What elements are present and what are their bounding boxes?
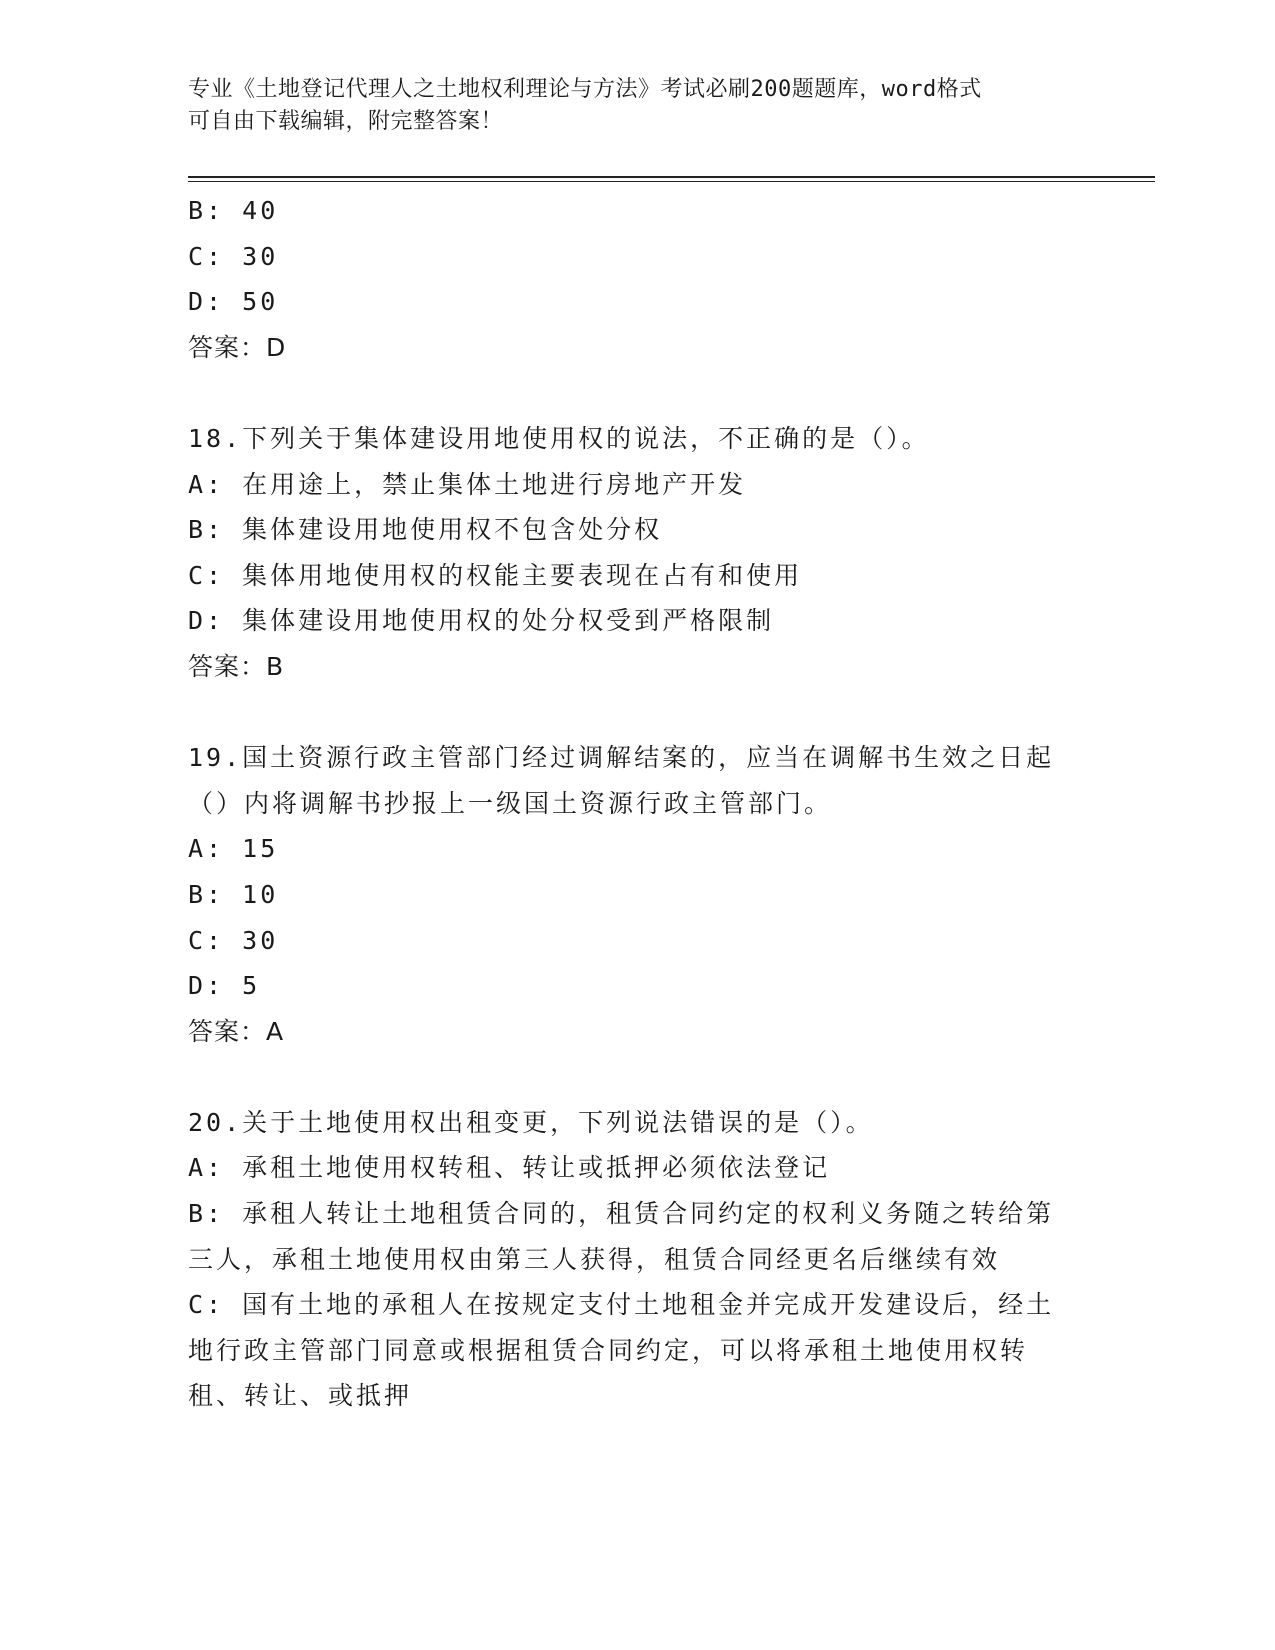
option-a: A: 15 [188, 834, 279, 864]
question-stem: 20.关于土地使用权出租变更，下列说法错误的是（）。 [188, 1107, 874, 1137]
option-c: C: 30 [188, 241, 279, 271]
option-b: B: 10 [188, 879, 279, 909]
option-b: B: 40 [188, 196, 279, 225]
option-b: B: 承租人转让土地租赁合同的，租赁合同约定的权利义务随之转给第 [188, 1199, 1055, 1229]
answer-line: 答案：D [188, 332, 287, 362]
header-divider-thick [188, 176, 1155, 178]
option-c: C: 30 [188, 925, 279, 955]
option-c-continued: 租、转让、或抵押 [188, 1381, 413, 1411]
header-title-line-2: 可自由下载编辑，附完整答案！ [188, 109, 504, 134]
option-b-continued: 三人，承租土地使用权由第三人获得，租赁合同经更名后继续有效 [188, 1244, 1001, 1274]
question-19 [188, 735, 1088, 1054]
question-20 [188, 1100, 1088, 1419]
spacer [188, 370, 1088, 416]
option-a: A: 承租土地使用权转租、转让或抵押必须依法登记 [188, 1153, 831, 1183]
answer-line: 答案：B [188, 651, 285, 681]
answer-line: 答案：A [188, 1016, 285, 1046]
option-a: A: 在用途上，禁止集体土地进行房地产开发 [188, 469, 747, 499]
question-17-continuation [188, 188, 1088, 370]
question-stem: 18.下列关于集体建设用地使用权的说法，不正确的是（）。 [188, 423, 930, 453]
option-c-continued: 地行政主管部门同意或根据租赁合同约定，可以将承租土地使用权转 [188, 1335, 1029, 1365]
option-b: B: 集体建设用地使用权不包含处分权 [188, 515, 663, 545]
option-c: C: 集体用地使用权的权能主要表现在占有和使用 [188, 560, 803, 590]
option-d: D: 集体建设用地使用权的处分权受到严格限制 [188, 606, 775, 636]
header-divider-thin [188, 181, 1155, 182]
spacer [188, 690, 1088, 736]
question-stem-continued: （）内将调解书抄报上一级国土资源行政主管部门。 [188, 788, 833, 818]
option-d: D: 5 [188, 971, 261, 1001]
option-c: C: 国有土地的承租人在按规定支付土地租金并完成开发建设后，经土 [188, 1290, 1055, 1320]
question-stem: 19.国土资源行政主管部门经过调解结案的，应当在调解书生效之日起 [188, 743, 1055, 773]
document-body [188, 188, 1088, 1419]
header-title-line-1: 专业《土地登记代理人之土地权利理论与方法》考试必刷200题题库，word格式 [188, 77, 982, 102]
spacer [188, 1054, 1088, 1100]
page-header [188, 74, 1068, 138]
question-18 [188, 416, 1088, 690]
option-d: D: 50 [188, 287, 279, 317]
